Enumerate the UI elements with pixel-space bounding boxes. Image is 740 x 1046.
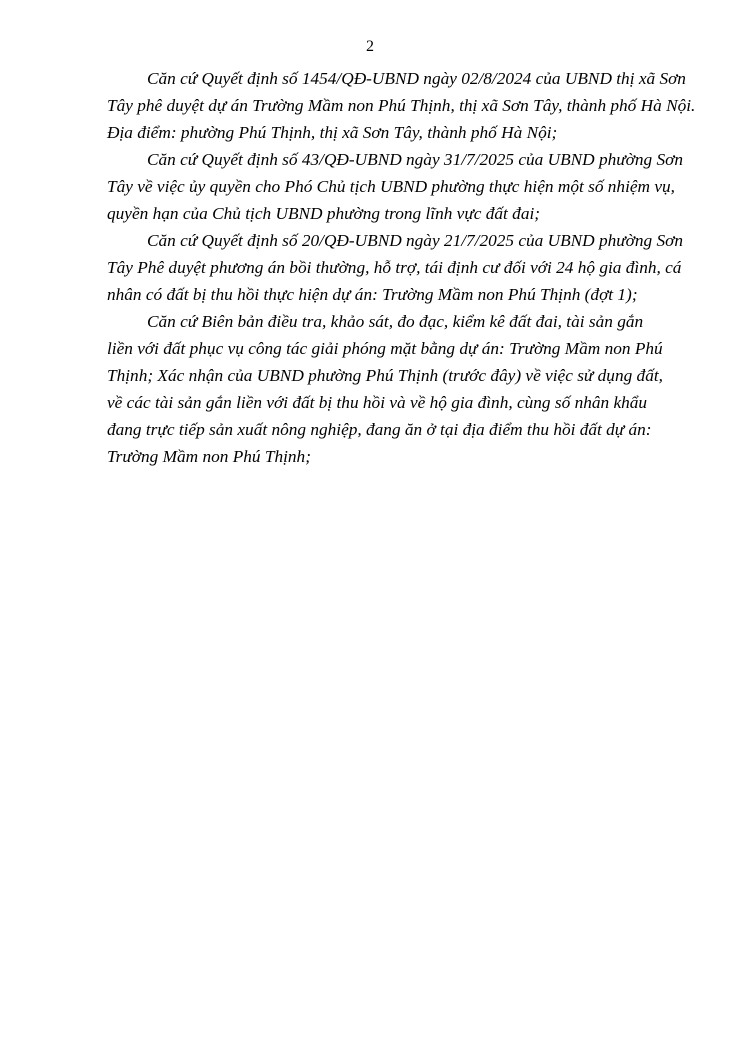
text-line: Căn cứ Quyết định số 20/QĐ-UBND ngày 21/7/2025 của UBND phường Sơn bbox=[147, 231, 684, 250]
text-line: Tây Phê duyệt phương án bồi thường, hỗ trợ, tái định cư đối với 24 hộ gia đình, cá bbox=[107, 258, 682, 277]
text-line: đang trực tiếp sản xuất nông nghiệp, đang ăn ở tại địa điểm thu hồi đất dự án: bbox=[107, 420, 652, 439]
text-line: Căn cứ Biên bản điều tra, khảo sát, đo đạc, kiểm kê đất đai, tài sản gắn bbox=[147, 312, 644, 331]
preamble-paragraph-2 bbox=[107, 146, 684, 227]
text-line: Tây về việc ủy quyền cho Phó Chủ tịch UBND phường thực hiện một số nhiệm vụ, bbox=[107, 177, 675, 196]
text-line: về các tài sản gắn liền với đất bị thu hồi và về hộ gia đình, cùng số nhân khẩu bbox=[107, 393, 648, 412]
page-number: 2 bbox=[366, 38, 374, 55]
text-line: Địa điểm: phường Phú Thịnh, thị xã Sơn Tây, thành phố Hà Nội; bbox=[107, 123, 558, 142]
preamble-paragraph-3 bbox=[107, 227, 684, 308]
preamble-paragraph-4 bbox=[107, 308, 673, 470]
text-line: nhân có đất bị thu hồi thực hiện dự án: Trường Mầm non Phú Thịnh (đợt 1); bbox=[107, 285, 638, 304]
text-line: Thịnh; Xác nhận của UBND phường Phú Thịnh (trước đây) về việc sử dụng đất, bbox=[107, 366, 663, 385]
text-line: Căn cứ Quyết định số 43/QĐ-UBND ngày 31/7/2025 của UBND phường Sơn bbox=[147, 150, 684, 169]
text-line: quyền hạn của Chủ tịch UBND phường trong lĩnh vực đất đai; bbox=[107, 204, 541, 223]
text-line: liền với đất phục vụ công tác giải phóng mặt bằng dự án: Trường Mầm non Phú bbox=[107, 339, 663, 358]
preamble-paragraph-1 bbox=[107, 65, 696, 146]
text-line: Căn cứ Quyết định số 1454/QĐ-UBND ngày 02/8/2024 của UBND thị xã Sơn bbox=[147, 69, 686, 88]
text-line: Trường Mầm non Phú Thịnh; bbox=[107, 447, 311, 466]
text-line: Tây phê duyệt dự án Trường Mầm non Phú Thịnh, thị xã Sơn Tây, thành phố Hà Nội. bbox=[107, 96, 696, 115]
